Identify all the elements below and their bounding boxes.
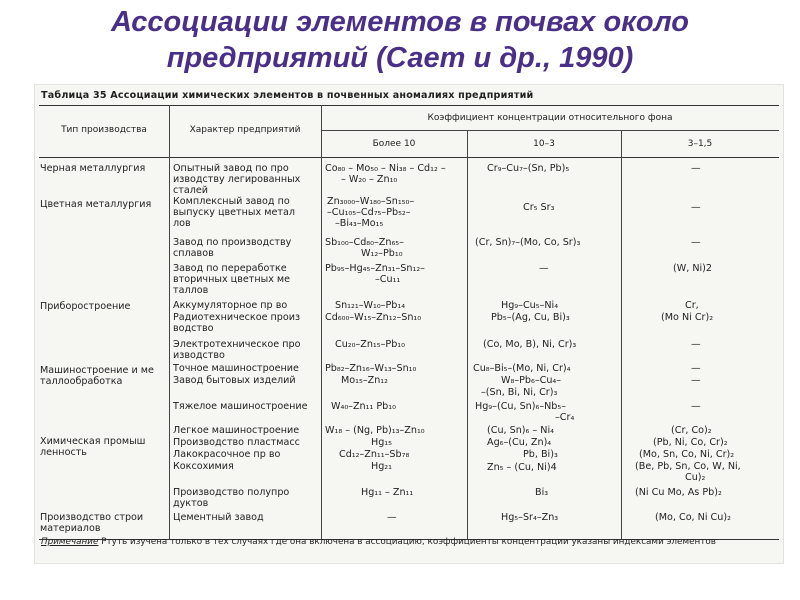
coef-mid-cell: Hg₉–Cu₅–Ni₄ xyxy=(501,300,559,311)
coef-more10-cell: Cd₆₀₀–W₁₅–Zn₁₂–Sn₁₀ xyxy=(325,312,422,323)
header-enterprise: Характер предприятий xyxy=(189,125,301,135)
header-group: Коэффициент концентрации относительного фона xyxy=(427,113,673,123)
enterprise-cell: Электротехническое про xyxy=(173,339,301,350)
type-cell: Машиностроение и ме xyxy=(40,365,154,376)
enterprise-cell: Цементный завод xyxy=(173,512,264,523)
header-more10: Более 10 xyxy=(372,139,416,149)
coef-low-cell: — xyxy=(691,202,701,213)
enterprise-cell: Комплексный завод по xyxy=(173,196,290,207)
coef-mid-cell: Ag₆–(Cu, Zn)₄ xyxy=(487,437,552,448)
coef-low-cell: (Pb, Ni, Co, Cr)₂ xyxy=(653,437,728,448)
enterprise-cell: изводство xyxy=(173,350,225,361)
coef-mid-cell: Cr₅ Sr₃ xyxy=(523,202,555,213)
type-cell: Производство строи xyxy=(40,512,144,523)
footnote-label: Примечание xyxy=(41,537,99,547)
coef-mid-cell: Hg₅–Sr₄–Zn₃ xyxy=(501,512,559,523)
coef-mid-cell: –(Sn, Bi, Ni, Cr)₃ xyxy=(481,387,558,398)
coef-more10-cell: Cu₂₀–Zn₁₅–Pb₁₀ xyxy=(335,339,405,350)
coef-more10-cell: Pb₉₅–Hg₄₅–Zn₃₁–Sn₁₂– xyxy=(325,263,425,274)
enterprise-cell: Тяжелое машиностроение xyxy=(173,401,308,412)
coef-low-cell: — xyxy=(691,163,701,174)
coef-low-cell: (Mo, Sn, Co, Ni, Cr)₂ xyxy=(639,449,735,460)
header-10-3: 10–3 xyxy=(533,139,555,149)
coef-mid-cell: (Co, Mo, B), Ni, Cr)₃ xyxy=(483,339,577,350)
enterprise-cell: Производство пластмасс xyxy=(173,437,300,448)
coef-more10-cell: W₄₀–Zn₁₁ Pb₁₀ xyxy=(331,401,396,412)
coef-low-cell: — xyxy=(691,375,701,386)
footnote-text: Ртуть изучена только в тех случаях где она включена в ассоциацию, коэффициенты концентрации указаны индексами элементов xyxy=(98,537,716,547)
coef-more10-cell: — xyxy=(387,512,397,523)
coef-mid-cell: Bi₃ xyxy=(535,487,549,498)
coef-more10-cell: W₁₈ – (Ng, Pb)₁₃–Zn₁₀ xyxy=(325,425,425,436)
enterprise-cell: дуктов xyxy=(173,498,209,509)
enterprise-cell: Опытный завод по про xyxy=(173,163,289,174)
enterprise-cell: изводству легированных xyxy=(173,174,301,185)
enterprise-cell: лов xyxy=(173,218,191,229)
coef-mid-cell: — xyxy=(539,263,549,274)
coef-more10-cell: –Cu₁₁ xyxy=(375,274,401,285)
coef-more10-cell: Hg₁₅ xyxy=(371,437,392,448)
enterprise-cell: Завод по переработке xyxy=(173,263,287,274)
coef-more10-cell: Hg₁₁ – Zn₁₁ xyxy=(361,487,414,498)
table-footnote xyxy=(41,537,779,548)
coef-low-cell: — xyxy=(691,401,701,412)
coef-low-cell: (Ni Cu Mo, As Pb)₂ xyxy=(635,487,722,498)
rule-header xyxy=(39,157,779,158)
coef-more10-cell: W₁₂–Pb₁₀ xyxy=(361,248,403,259)
rule-top xyxy=(39,105,779,106)
enterprise-cell: Завод по производству xyxy=(173,237,292,248)
coef-more10-cell: Sn₁₂₁–W₁₀–Pb₁₄ xyxy=(335,300,406,311)
coef-more10-cell: Zn₃₀₀₀–W₁₈₀–Sn₁₅₀– xyxy=(327,196,415,207)
coef-more10-cell: Pb₈₂–Zn₁₆–W₁₃–Sn₁₀ xyxy=(325,363,417,374)
coef-mid-cell: –Cr₄ xyxy=(555,412,575,423)
coef-more10-cell: Sb₁₀₀–Cd₈₀–Zn₆₅– xyxy=(325,237,404,248)
coef-more10-cell: –Cu₁₀₅–Cd₇₅–Pb₅₂– xyxy=(327,207,411,218)
enterprise-cell: Лакокрасочное пр во xyxy=(173,449,281,460)
coef-mid-cell: Cr₉–Cu₇–(Sn, Pb)₅ xyxy=(487,163,570,174)
enterprise-cell: водство xyxy=(173,323,214,334)
coef-low-cell: (Mo, Co, Ni Cu)₂ xyxy=(655,512,731,523)
scanned-table xyxy=(34,84,784,564)
coef-more10-cell: –Bi₄₃–Mo₁₅ xyxy=(335,218,384,229)
enterprise-cell: выпуску цветных метал xyxy=(173,207,295,218)
col-divider-3 xyxy=(467,130,468,539)
type-cell: Химическая промыш xyxy=(40,436,146,447)
coef-low-cell: (W, Ni)2 xyxy=(673,263,713,274)
coef-mid-cell: Hg₉–(Cu, Sn)₆–Nb₅– xyxy=(475,401,567,412)
enterprise-cell: Радиотехническое произ xyxy=(173,312,301,323)
coef-mid-cell: (Cr, Sn)₇–(Mo, Co, Sr)₃ xyxy=(475,237,581,248)
enterprise-cell: Коксохимия xyxy=(173,461,234,472)
coef-low-cell: (Mo Ni Cr)₂ xyxy=(661,312,714,323)
type-cell: ленность xyxy=(40,447,87,458)
coef-low-cell: (Cr, Co)₂ xyxy=(671,425,712,436)
col-divider-1 xyxy=(169,105,170,539)
enterprise-cell: Завод бытовых изделий xyxy=(173,375,296,386)
table-caption: Таблица 35 Ассоциации химических элементов в почвенных аномалиях предприятий xyxy=(41,90,534,101)
header-3-15: 3–1,5 xyxy=(687,139,713,149)
slide-title-line-1: Ассоциации элементов в почвах около xyxy=(111,6,689,38)
coef-mid-cell: Zn₅ – (Cu, Ni)4 xyxy=(487,462,557,473)
coef-low-cell: (Be, Pb, Sn, Co, W, Ni, xyxy=(635,461,741,472)
coef-more10-cell: Mo₁₅–Zn₁₂ xyxy=(341,375,388,386)
coef-more10-cell: Cd₁₂–Zn₁₁–Sb₇₈ xyxy=(339,449,410,460)
type-cell: Приборостроение xyxy=(40,301,131,312)
type-cell: материалов xyxy=(40,523,101,534)
type-cell: Цветная металлургия xyxy=(40,199,152,210)
enterprise-cell: сталей xyxy=(173,185,209,196)
coef-mid-cell: Pb, Bi)₃ xyxy=(523,449,558,460)
type-cell: таллообработка xyxy=(40,376,123,387)
enterprise-cell: Точное машиностроение xyxy=(173,363,299,374)
coef-low-cell: — xyxy=(691,339,701,350)
col-divider-4 xyxy=(621,130,622,539)
coef-mid-cell: (Cu, Sn)₆ – Ni₄ xyxy=(487,425,554,436)
enterprise-cell: Легкое машиностроение xyxy=(173,425,300,436)
rule-group xyxy=(321,130,779,131)
enterprise-cell: Аккумуляторное пр во xyxy=(173,300,288,311)
enterprise-cell: Производство полупро xyxy=(173,487,290,498)
col-divider-2 xyxy=(321,105,322,539)
coef-mid-cell: Pb₅–(Ag, Cu, Bi)₃ xyxy=(491,312,570,323)
type-cell: Черная металлургия xyxy=(40,163,146,174)
coef-low-cell: Cu)₂ xyxy=(685,472,706,483)
coef-mid-cell: W₈–Pb₆–Cu₄– xyxy=(501,375,562,386)
enterprise-cell: вторичных цветных ме xyxy=(173,274,291,285)
coef-more10-cell: Co₈₀ – Mo₅₀ – Ni₃₈ – Cd₁₂ – xyxy=(325,163,446,174)
coef-mid-cell: Cu₈–Bi₅–(Mo, Ni, Cr)₄ xyxy=(473,363,571,374)
enterprise-cell: таллов xyxy=(173,285,209,296)
coef-more10-cell: – W₂₀ – Zn₁₀ xyxy=(341,174,398,185)
slide-title xyxy=(0,4,800,76)
slide-title-line-2: предприятий (Сает и др., 1990) xyxy=(166,42,634,74)
coef-low-cell: Cr, xyxy=(685,300,699,311)
header-type: Тип производства xyxy=(61,125,147,135)
coef-more10-cell: Hg₂₁ xyxy=(371,461,392,472)
coef-low-cell: — xyxy=(691,237,701,248)
coef-low-cell: — xyxy=(691,363,701,374)
enterprise-cell: сплавов xyxy=(173,248,214,259)
